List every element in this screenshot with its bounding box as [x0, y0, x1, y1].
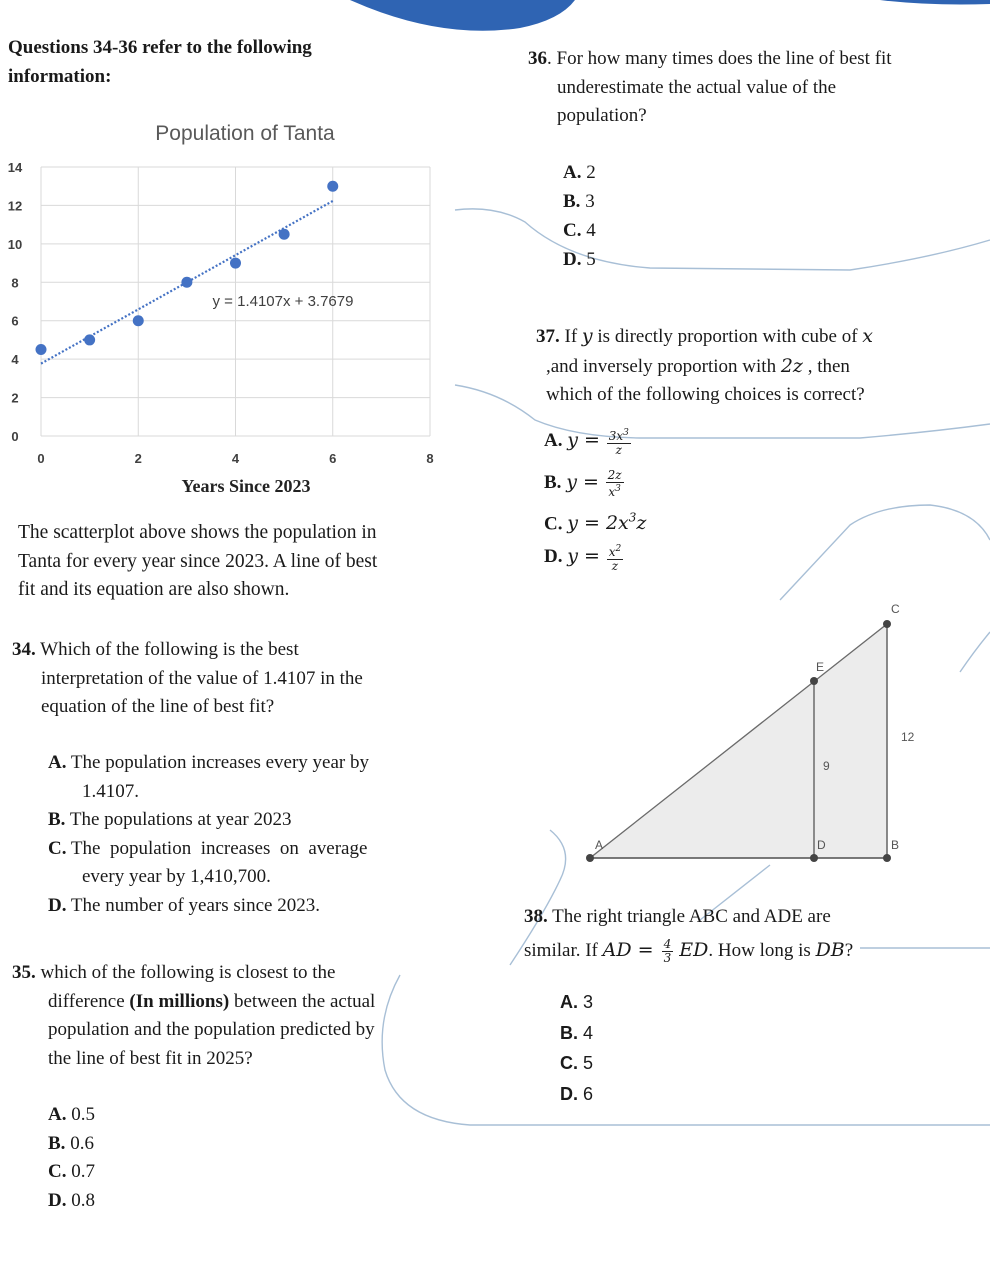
q37-option-c-tail: z	[636, 512, 647, 535]
q37-line-2b: , then	[802, 355, 850, 377]
q34-option-c-text: The population increases on average	[70, 837, 368, 859]
q37-option-a[interactable]	[544, 420, 646, 462]
q38-number: 38.	[524, 906, 548, 927]
q38-var-ed: ED	[673, 938, 709, 961]
q38-option-b-letter: B.	[560, 1022, 578, 1043]
q35-line-3: population and the population predicted by	[48, 1019, 375, 1040]
q36-option-a-letter: A.	[563, 162, 582, 183]
q37-option-d[interactable]	[544, 536, 646, 576]
desc-line-2: Tanta for every year since 2023. A line of best	[18, 550, 378, 572]
point-a	[586, 854, 594, 862]
question-35	[12, 959, 452, 1073]
q38-option-c-text: 5	[583, 1053, 594, 1073]
data-point	[279, 229, 290, 240]
q34-number: 34.	[12, 639, 36, 660]
q37-var-y: y	[581, 325, 593, 347]
q38-option-b-text: 4	[583, 1022, 594, 1043]
q37-option-b-den: x	[608, 484, 616, 499]
q38-option-c[interactable]	[560, 1048, 593, 1079]
q36-options	[563, 158, 596, 274]
q37-line-3: which of the following choices is correct?	[546, 384, 865, 405]
q37-option-a-num-exp: 3	[623, 427, 629, 438]
q34-line-3: equation of the line of best fit?	[41, 696, 275, 717]
y-tick-label: 2	[11, 390, 19, 406]
q37-option-b-den-exp: 3	[615, 483, 621, 494]
y-tick-label: 6	[11, 313, 19, 329]
q35-option-a-letter: A.	[48, 1104, 67, 1125]
q38-var-db: DB	[815, 938, 845, 961]
q36-option-b-text: 3	[585, 191, 595, 212]
q37-option-d-num: x	[608, 544, 616, 559]
q37-option-a-lhs: y =	[567, 429, 600, 451]
q36-line-2: underestimate the actual value of the	[557, 76, 837, 98]
q36-line-3: population?	[557, 105, 647, 126]
x-tick-label: 8	[426, 451, 434, 466]
point-b	[883, 854, 891, 862]
q34-option-a-letter: A.	[48, 752, 67, 773]
x-tick-label: 0	[37, 451, 45, 466]
q37-option-c-expr: y = 2x	[567, 512, 629, 535]
data-point	[133, 315, 144, 326]
q37-option-b-num: 2z	[607, 467, 622, 482]
q34-option-a-text: The population increases every year by	[70, 752, 369, 773]
intro-heading	[8, 34, 312, 91]
q34-option-d-letter: D.	[48, 894, 67, 916]
q38-option-b[interactable]	[560, 1018, 593, 1049]
q35-option-c-text: 0.7	[71, 1161, 95, 1182]
q35-line-2c: between the actual	[229, 990, 376, 1012]
chart-title: Population of Tanta	[155, 122, 335, 145]
q35-line-2a: difference	[48, 990, 130, 1012]
q38-options	[560, 987, 593, 1109]
q38-option-d[interactable]	[560, 1079, 593, 1110]
label-b: B	[891, 838, 900, 852]
data-point	[327, 181, 338, 192]
x-tick-label: 4	[231, 451, 240, 466]
q38-option-d-letter: D.	[560, 1083, 578, 1104]
q35-options	[48, 1101, 95, 1215]
data-point	[84, 334, 95, 345]
q35-line-2-bold: (In millions)	[129, 990, 230, 1012]
q38-fraction	[662, 938, 674, 965]
y-tick-label: 12	[7, 198, 23, 214]
q36-option-c-letter: C.	[563, 220, 582, 241]
q37-options	[544, 420, 646, 576]
q34-option-c-text-2: every year by 1,410,700.	[82, 866, 271, 887]
q35-number: 35.	[12, 962, 36, 983]
q35-option-a[interactable]	[48, 1101, 95, 1130]
q37-option-c-exp: 3	[628, 511, 637, 525]
q35-line-4: the line of best fit in 2025?	[48, 1047, 253, 1069]
q35-option-d[interactable]	[48, 1187, 95, 1216]
q37-option-a-fraction	[607, 427, 631, 457]
q35-option-b[interactable]	[48, 1130, 95, 1159]
q36-option-a-text: 2	[586, 162, 596, 183]
label-side-12: 12	[901, 730, 915, 744]
q37-option-a-den: z	[615, 442, 622, 457]
q34-option-a-text-2: 1.4107.	[82, 780, 139, 802]
q36-option-c[interactable]	[563, 216, 596, 245]
question-38	[524, 903, 984, 965]
q35-option-b-letter: B.	[48, 1132, 66, 1154]
q36-line-1: . For how many times does the line of best fit	[547, 48, 892, 69]
q35-option-c[interactable]	[48, 1158, 95, 1187]
q38-option-a-text: 3	[583, 992, 594, 1012]
q36-option-d-letter: D.	[563, 249, 582, 270]
q36-option-d-text: 5	[586, 249, 596, 270]
point-e	[810, 677, 818, 685]
q37-option-b-letter: B.	[544, 472, 562, 493]
q36-option-b-letter: B.	[563, 191, 581, 212]
q37-var-x: x	[862, 325, 873, 347]
q36-option-d[interactable]	[563, 245, 596, 274]
x-tick-label: 6	[329, 451, 337, 466]
q36-number: 36	[528, 48, 547, 69]
triangle-figure	[575, 595, 915, 875]
x-axis-label: Years Since 2023	[181, 476, 311, 496]
question-34	[12, 636, 452, 722]
point-c	[883, 620, 891, 628]
q36-option-b[interactable]	[563, 187, 596, 216]
y-tick-label: 14	[7, 160, 23, 175]
intro-line-1: Questions 34-36 refer to the following	[8, 37, 312, 58]
q38-var-ad: AD	[602, 938, 632, 961]
y-tick-label: 10	[7, 236, 23, 252]
q34-option-c-letter: C.	[48, 837, 67, 859]
q34-option-d[interactable]	[48, 892, 448, 921]
q37-option-c-letter: C.	[544, 513, 563, 535]
y-tick-label: 8	[11, 275, 19, 291]
top-banner-shape	[350, 0, 575, 31]
q37-line-1b: is directly proportion with cube of	[592, 326, 863, 347]
label-side-9: 9	[823, 759, 830, 773]
data-point	[36, 344, 47, 355]
q38-option-a[interactable]	[560, 987, 593, 1018]
q34-option-d-text: The number of years since 2023.	[70, 894, 320, 916]
label-d: D	[817, 838, 826, 852]
q37-option-d-fraction	[607, 543, 624, 573]
point-d	[810, 854, 818, 862]
q38-line-2a: similar. If	[524, 939, 603, 961]
q37-option-c[interactable]	[544, 500, 646, 536]
trendline-equation: y = 1.4107x + 3.7679	[212, 293, 354, 310]
q34-option-b-letter: B.	[48, 809, 66, 830]
q38-fraction-num: 4	[663, 936, 672, 951]
chart-description	[18, 519, 377, 605]
data-point	[181, 277, 192, 288]
q37-option-d-lhs: y =	[567, 545, 600, 567]
q37-line-2a: ,and inversely proportion with	[546, 355, 781, 377]
q37-option-a-letter: A.	[544, 430, 563, 451]
q34-options	[48, 749, 448, 920]
q37-number: 37.	[536, 326, 560, 347]
q37-var-2z: 2z	[780, 354, 803, 377]
q37-option-d-den: z	[611, 558, 619, 573]
q34-option-b[interactable]	[48, 806, 448, 835]
desc-line-1: The scatterplot above shows the population in	[18, 522, 377, 543]
scatter-chart	[0, 110, 450, 505]
q35-option-b-text: 0.6	[70, 1132, 94, 1154]
q35-option-d-text: 0.8	[71, 1189, 95, 1211]
q37-option-a-num: 3x	[608, 428, 624, 443]
q38-line-2b: . How long is	[708, 939, 816, 961]
intro-line-2: information:	[8, 65, 112, 87]
label-c: C	[891, 602, 900, 616]
q34-line-2: interpretation of the value of 1.4107 in the	[41, 667, 363, 689]
q34-option-c[interactable]	[48, 835, 448, 864]
q36-option-a[interactable]	[563, 158, 596, 187]
desc-line-3: fit and its equation are also shown.	[18, 579, 290, 600]
q38-line-2c: ?	[844, 939, 854, 961]
q37-option-b-fraction	[606, 469, 624, 499]
q34-option-a[interactable]	[48, 749, 448, 778]
q38-option-a-letter: A.	[560, 992, 578, 1012]
q37-line-1a: If	[559, 326, 582, 347]
q38-option-d-text: 6	[583, 1083, 594, 1104]
q37-option-d-num-exp: 2	[615, 543, 622, 554]
q38-option-c-letter: C.	[560, 1053, 578, 1073]
q35-line-1: which of the following is closest to the	[35, 962, 336, 983]
q35-option-a-text: 0.5	[71, 1104, 95, 1125]
question-36	[528, 45, 978, 131]
q38-fraction-den: 3	[663, 950, 672, 965]
q37-option-b-lhs: y =	[566, 471, 599, 493]
q34-line-1: Which of the following is the best	[35, 639, 299, 660]
label-a: A	[595, 838, 604, 852]
q35-option-c-letter: C.	[48, 1161, 67, 1182]
question-37	[536, 322, 986, 410]
q34-option-b-text: The populations at year 2023	[69, 809, 292, 830]
q37-option-d-letter: D.	[544, 546, 563, 567]
label-e: E	[816, 660, 825, 674]
q35-option-d-letter: D.	[48, 1189, 67, 1211]
top-right-shape	[880, 0, 990, 5]
q37-option-b[interactable]	[544, 462, 646, 500]
q38-equals: =	[631, 938, 660, 961]
q36-option-c-text: 4	[586, 220, 596, 241]
data-point	[230, 258, 241, 269]
y-tick-label: 4	[11, 352, 19, 368]
q38-line-1: The right triangle ABC and ADE are	[547, 906, 831, 927]
x-tick-label: 2	[134, 451, 142, 466]
y-tick-label: 0	[11, 429, 19, 444]
